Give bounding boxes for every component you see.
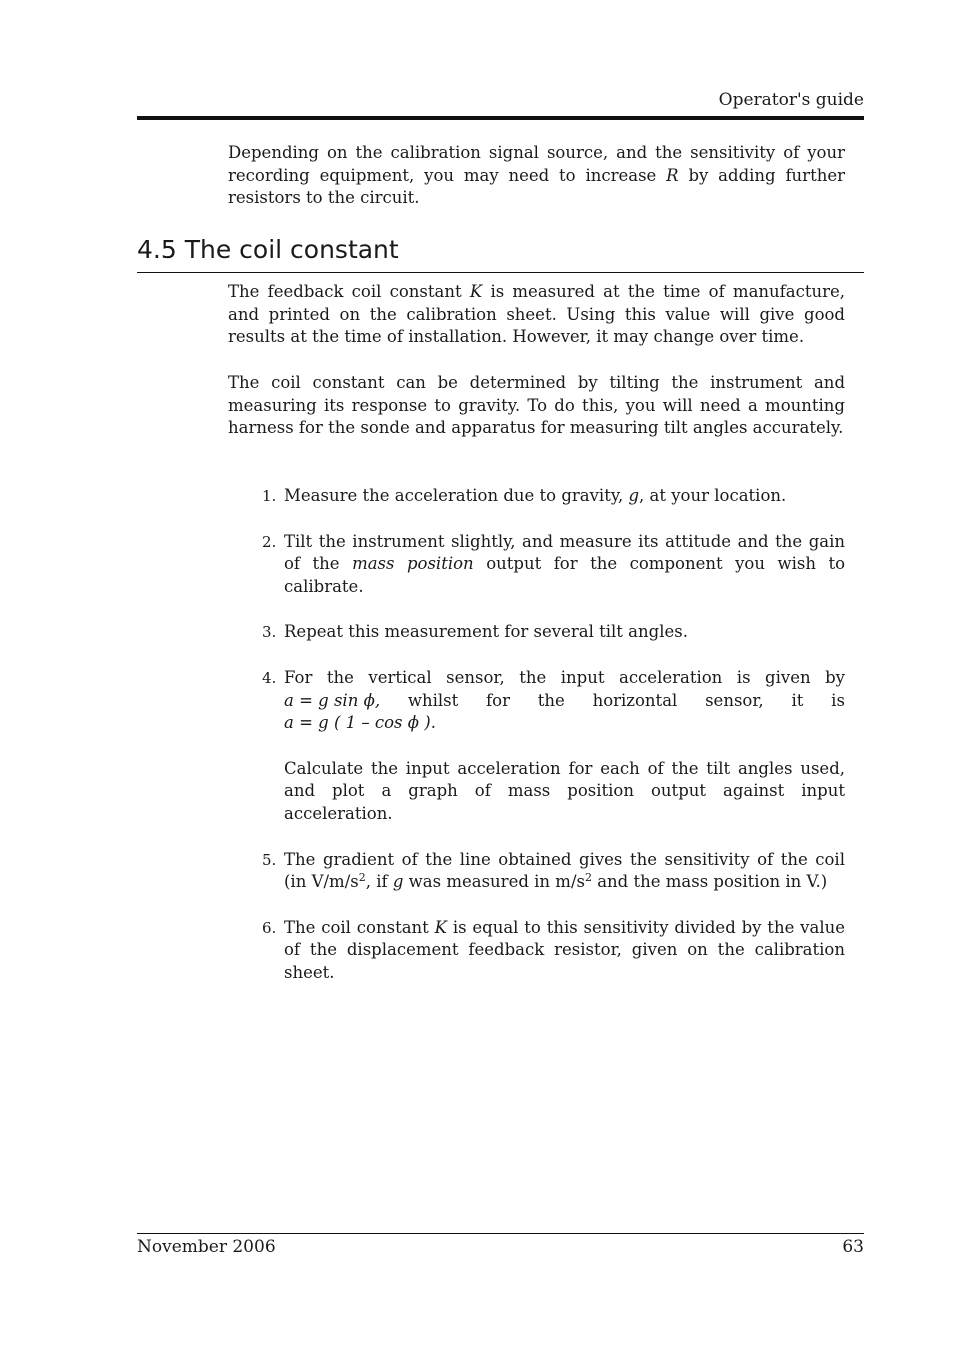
footer-rule xyxy=(137,1233,864,1234)
section-paragraph-2: The coil constant can be determined by tilting the instrument and measuring its response to gravity. To do this, you will need a mounting harness for the sonde and apparatus for measuring tilt angles accurately. xyxy=(228,373,845,438)
step-number: 4. xyxy=(262,668,277,687)
step-number: 5. xyxy=(262,850,277,869)
list-item: 1. Measure the acceleration due to gravity, g, at your location. xyxy=(262,485,845,508)
list-item: 6. The coil constant K is equal to this sensitivity divided by the value of the displacement feedback resistor, given on the calibration sheet. xyxy=(262,917,845,982)
procedure-list xyxy=(262,485,845,1008)
formula-horizontal: a = g ( 1 – cos ϕ ). xyxy=(284,713,436,733)
formula-vertical: a = g sin ϕ, xyxy=(284,690,381,710)
footer-date: November 2006 xyxy=(137,1237,276,1257)
step-number: 3. xyxy=(262,623,277,642)
list-item xyxy=(262,667,845,826)
page-number: 63 xyxy=(842,1237,864,1257)
section-title: 4.5 The coil constant xyxy=(137,235,399,264)
running-header: Operator's guide xyxy=(718,90,864,110)
section-paragraph-1: The feedback coil constant K is measured at the time of manufacture, and printed on the calibration sheet. Using this value will give good results at the time of installation. However, it may change over time. xyxy=(228,282,846,347)
list-item: 5. The gradient of the line obtained gives the sensitivity of the coil (in $V/m/s^2$, if g was measured in $m/s^2$ and the mass position in V.) xyxy=(262,849,845,892)
step-number: 2. xyxy=(262,532,277,551)
section-rule xyxy=(137,272,864,273)
intro-paragraph: Depending on the calibration signal source, and the sensitivity of your recording equipment, you may need to increase R by adding further resistors to the circuit. xyxy=(228,143,845,208)
formula-intro: For the vertical sensor, the input acceleration is given by xyxy=(284,667,845,687)
list-item: 2. Tilt the instrument slightly, and measure its attitude and the gain of the mass position output for the component you wish to calibrate. xyxy=(262,531,846,596)
list-item: 3. Repeat this measurement for several tilt angles. xyxy=(262,621,845,644)
step-number: 1. xyxy=(262,487,277,505)
step-4-detail: Calculate the input acceleration for each of the tilt angles used, and plot a graph of mass position output against input acceleration. xyxy=(284,758,845,823)
formula-line: a = g sin ϕ, whilst for the horizontal sensor, it is xyxy=(284,690,845,713)
step-number: 6. xyxy=(262,918,277,937)
header-rule xyxy=(137,116,864,120)
